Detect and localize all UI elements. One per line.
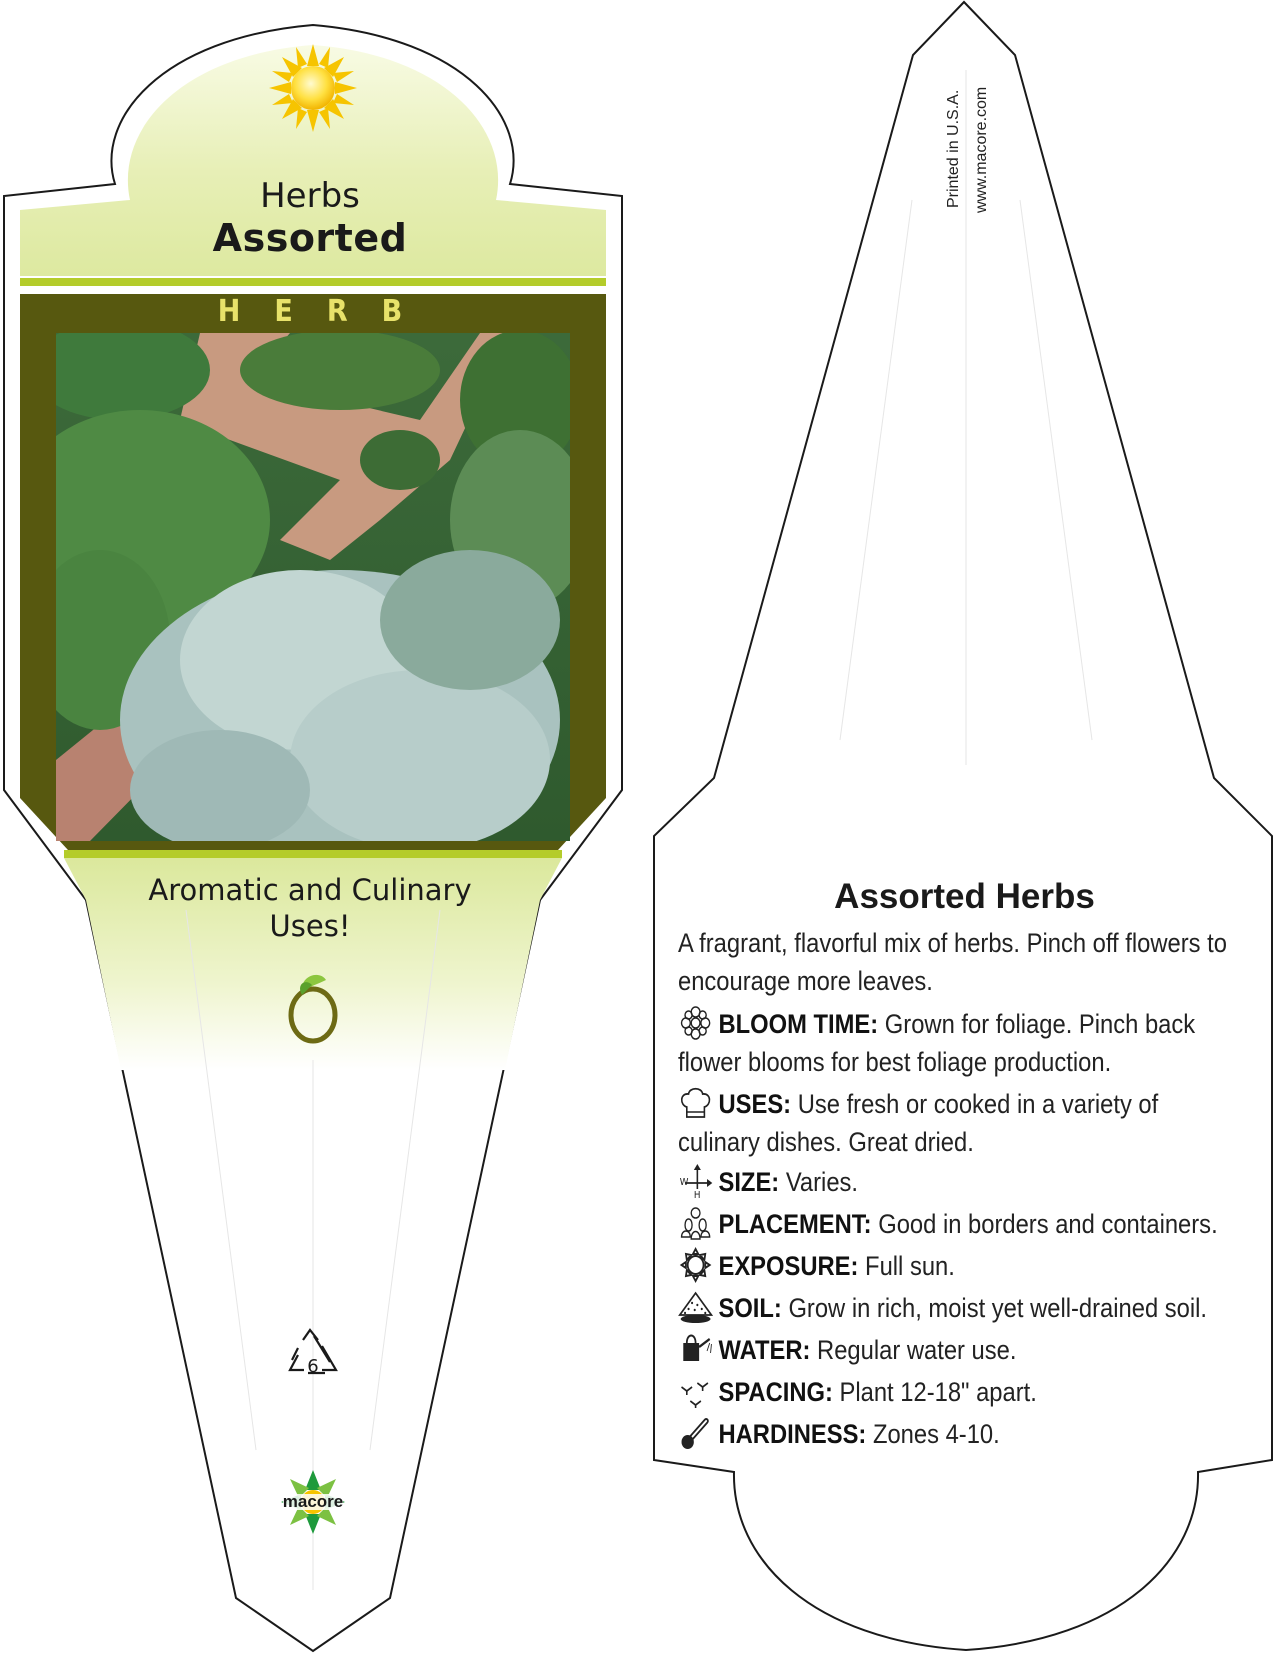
attr-water: WATER: Regular water use. [678, 1331, 1238, 1369]
plants-icon [678, 1205, 713, 1241]
herb-garden-photo [10, 320, 590, 870]
accent-line-bottom [64, 850, 562, 858]
tagline: Aromatic and Culinary Uses! [148, 873, 472, 943]
attr-spacing: SPACING: Plant 12-18" apart. [678, 1373, 1238, 1411]
accent-line-top [20, 278, 606, 286]
thermometer-icon [678, 1415, 713, 1451]
size-arrows-icon [678, 1163, 713, 1199]
description: A fragrant, flavorful mix of herbs. Pinch off flowers to encourage more leaves. [678, 928, 1227, 996]
attr-uses: USES: Use fresh or cooked in a variety of culinary dishes. Great dried. [678, 1085, 1238, 1161]
attr-placement: PLACEMENT: Good in borders and containers. [678, 1205, 1238, 1243]
flower-icon [678, 1005, 713, 1041]
svg-text:W: W [679, 1176, 689, 1189]
attr-soil: SOIL: Grow in rich, moist yet well-drained soil. [678, 1289, 1238, 1327]
attr-exposure: EXPOSURE: Full sun. [678, 1247, 1238, 1285]
attr-hardiness: HARDINESS: Zones 4-10. [678, 1415, 1238, 1453]
common-name: Herbs [260, 176, 360, 216]
macore-logo [281, 1470, 345, 1534]
website-label: www.macore.com [973, 86, 990, 213]
recycle-number: 6 [307, 1356, 319, 1377]
brand-name: macore [282, 1492, 344, 1511]
seedlings-icon [678, 1373, 713, 1409]
watering-can-icon [678, 1331, 713, 1367]
svg-text:H: H [693, 1189, 701, 1199]
variety-name: Assorted [212, 216, 408, 260]
back-title: Assorted Herbs [834, 877, 1095, 916]
sun-icon [269, 44, 357, 132]
chef-hat-icon [678, 1085, 713, 1121]
category-label: HERB [217, 294, 437, 329]
attr-bloom-time: BLOOM TIME: Grown for foliage. Pinch back flower blooms for best foliage production. [678, 1005, 1238, 1081]
printed-in-label: Printed in U.S.A. [945, 89, 962, 208]
soil-icon [678, 1289, 713, 1325]
sun-outline-icon [678, 1247, 713, 1283]
attr-size: W H SIZE: Varies. [678, 1163, 1238, 1201]
